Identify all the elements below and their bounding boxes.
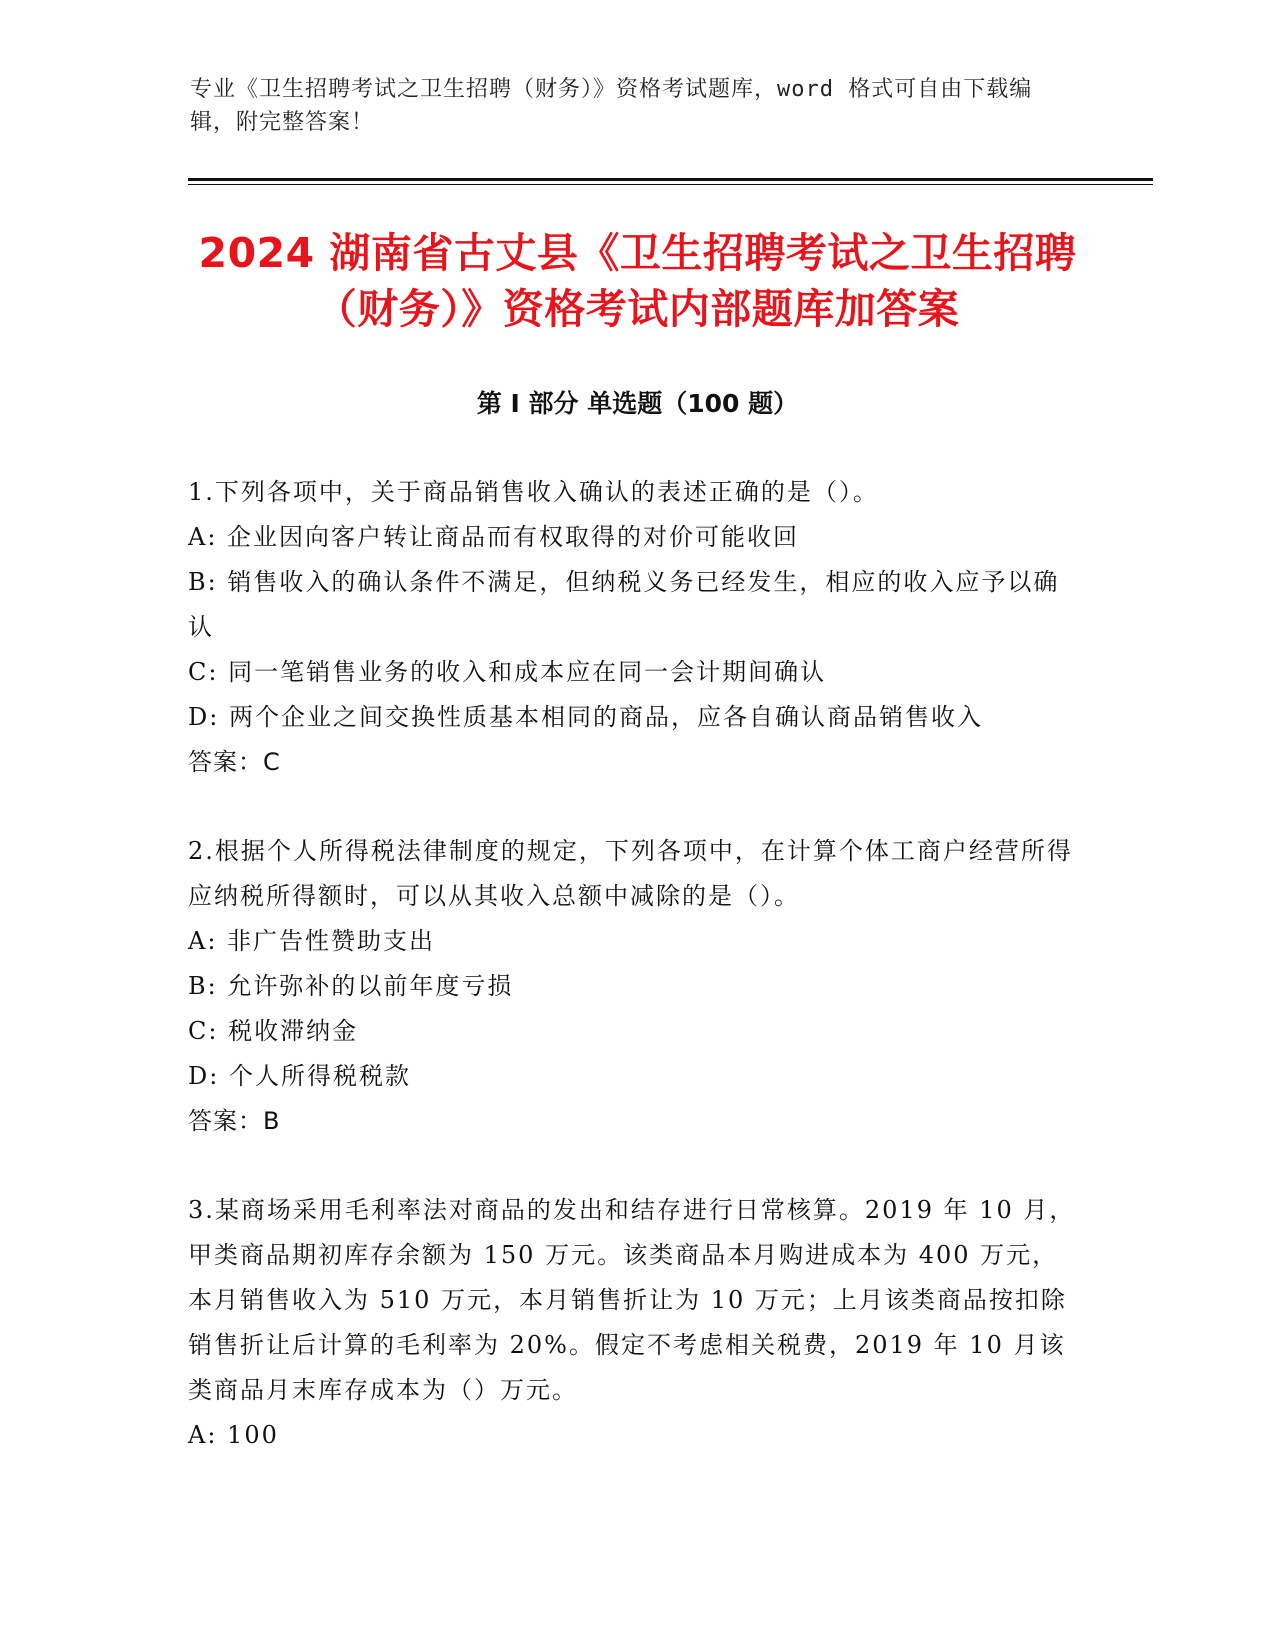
option-a: A: 非广告性赞助支出 [188,927,436,955]
question-2 [188,829,1078,1144]
question-3 [188,1188,1078,1458]
option-a: A: 100 [188,1421,279,1449]
option-b: B: 销售收入的确认条件不满足，但纳税义务已经发生，相应的收入应予以确认 [188,568,1060,641]
spacer [188,785,1078,829]
answer-label: 答案：C [188,748,281,776]
question-list [188,470,1078,1458]
option-d: D: 两个企业之间交换性质基本相同的商品，应各自确认商品销售收入 [188,703,983,731]
option-b: B: 允许弥补的以前年度亏损 [188,972,514,1000]
spacer [188,1144,1078,1188]
question-stem: 3.某商场采用毛利率法对商品的发出和结存进行日常核算。2019 年 10 月，甲类商品期初库存余额为 150 万元。该类商品本月购进成本为 400 万元，本月销售收入为 510 万元，本月销售折让为 10 万元；上月该类商品按扣除销售折让后计算的毛利率为 20%。假定不考虑相关税费，2019 年 10 月该类商品月末库存成本为（）万元。 [188,1196,1076,1404]
question-1 [188,470,1078,785]
header-rule-thick [188,178,1153,181]
header-note: 专业《卫生招聘考试之卫生招聘（财务）》资格考试题库，word 格式可自由下载编辑，附完整答案！ [190,77,1033,135]
answer-label: 答案：B [188,1107,281,1135]
option-a: A: 企业因向客户转让商品而有权取得的对价可能收回 [188,523,800,551]
header-rule-thin [188,184,1153,185]
question-stem: 1.下列各项中，关于商品销售收入确认的表述正确的是（）。 [188,478,879,506]
option-d: D: 个人所得税税款 [188,1062,411,1090]
document-title: 2024 湖南省古丈县《卫生招聘考试之卫生招聘（财务）》资格考试内部题库加答案 [198,229,1077,333]
option-c: C: 同一笔销售业务的收入和成本应在同一会计期间确认 [188,658,827,686]
section-title: 第 I 部分 单选题（100 题） [476,389,799,418]
question-stem: 2.根据个人所得税法律制度的规定，下列各项中，在计算个体工商户经营所得应纳税所得额时，可以从其收入总额中减除的是（）。 [188,837,1073,910]
option-c: C: 税收滞纳金 [188,1017,359,1045]
